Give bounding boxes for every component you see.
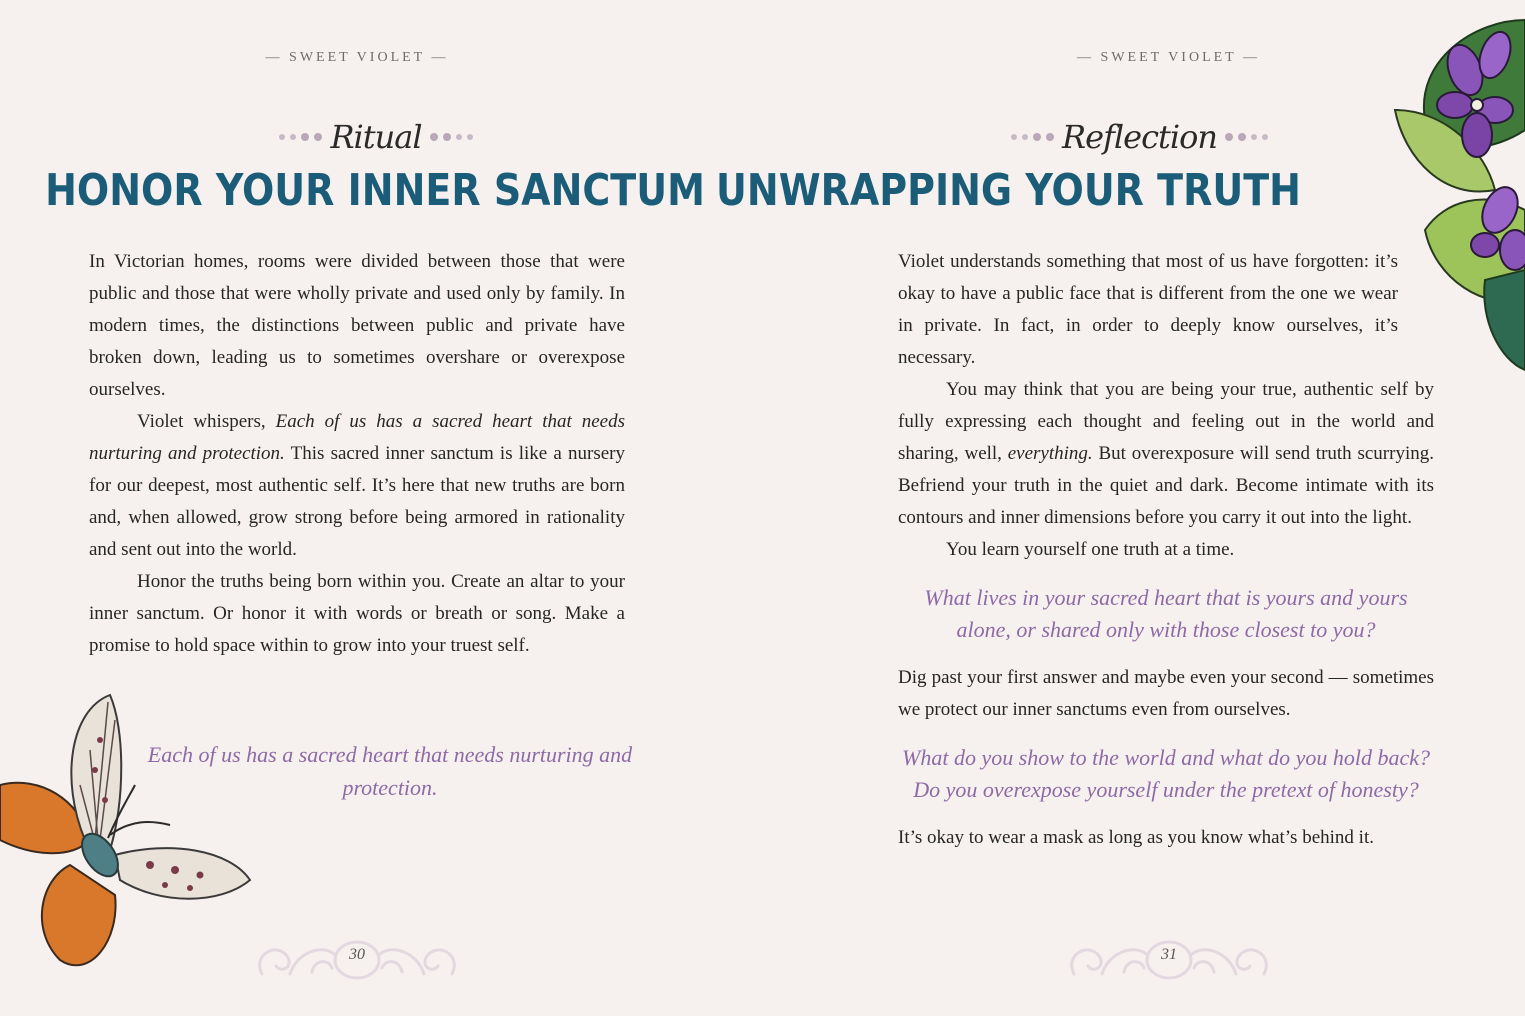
reflection-question: What lives in your sacred heart that is yours and yours alone, or shared only with those closest to you? — [924, 585, 1408, 642]
paragraph: In Victorian homes, rooms were divided between those that were public and those that were wholly private and used only by family. In modern times, the distinctions between public and private have broken down, leading us to sometimes overshare or overexpose ourselves. — [89, 251, 625, 400]
right-page — [716, 0, 1525, 1016]
chapter-title: HONOR YOUR INNER SANCTUM — [45, 164, 705, 216]
violet-flower-illustration — [1385, 0, 1525, 380]
reflection-question: What do you show to the world and what do you hold back? Do you overexpose yourself under the pretext of honesty? — [902, 745, 1430, 802]
paragraph: You may think that you are being your true, authentic self by fully expressing each thought and feeling out in the world and sharing, well, everything. But overexposure will send truth scurrying. Befriend your truth in the quiet and dark. Become intimate with its contours and inner dimensions before you carry it out into the light. — [898, 379, 1434, 528]
ornament-dots-right — [1225, 133, 1268, 141]
italic-quote: Each of us has a sacred heart that needs nurturing and protection. — [89, 411, 625, 464]
page-number: 30 — [349, 946, 365, 963]
kicker-label: Ritual — [330, 118, 422, 156]
chapter-title: UNWRAPPING YOUR TRUTH — [716, 164, 1301, 216]
paragraph: You learn yourself one truth at a time. — [946, 539, 1235, 560]
left-page — [0, 0, 762, 1016]
paragraph: Violet understands something that most of us have forgotten: it’s okay to have a public face that is different from the one we wear in private. In fact, in order to deeply know ourselves, it’s necessary. — [898, 251, 1398, 368]
page-number: 31 — [1161, 946, 1177, 963]
running-head: — SWEET VIOLET — — [1077, 50, 1260, 65]
paragraph: It’s okay to wear a mask as long as you know what’s behind it. — [898, 827, 1374, 848]
paragraph: Violet whispers, Each of us has a sacred heart that needs nurturing and protection. This sacred inner sanctum is like a nursery for our deepest, most authentic self. It’s here that new truths are born and, when allowed, grow strong before being armored in rationality and sent out into the world. — [89, 411, 625, 560]
kicker-label: Reflection — [1062, 118, 1217, 156]
page-folio — [1064, 934, 1274, 986]
ornament-dots-right — [430, 133, 473, 141]
paragraph: Honor the truths being born within you. Create an altar to your inner sanctum. Or honor it with words or breath or song. Make a promise to hold space within to grow into your truest self. — [89, 571, 625, 656]
pull-quote: Each of us has a sacred heart that needs nurturing and protection. — [147, 742, 633, 800]
section-kicker — [0, 118, 757, 156]
page-folio — [252, 934, 462, 986]
body-text — [89, 246, 625, 662]
paragraph: Dig past your first answer and maybe even your second — sometimes we protect our inner sanctums even from ourselves. — [898, 667, 1434, 720]
running-head: — SWEET VIOLET — — [265, 50, 449, 65]
ornament-dots-left — [1011, 133, 1054, 141]
body-text — [898, 246, 1434, 854]
butterfly-illustration — [0, 690, 260, 980]
ornament-dots-left — [279, 133, 322, 141]
